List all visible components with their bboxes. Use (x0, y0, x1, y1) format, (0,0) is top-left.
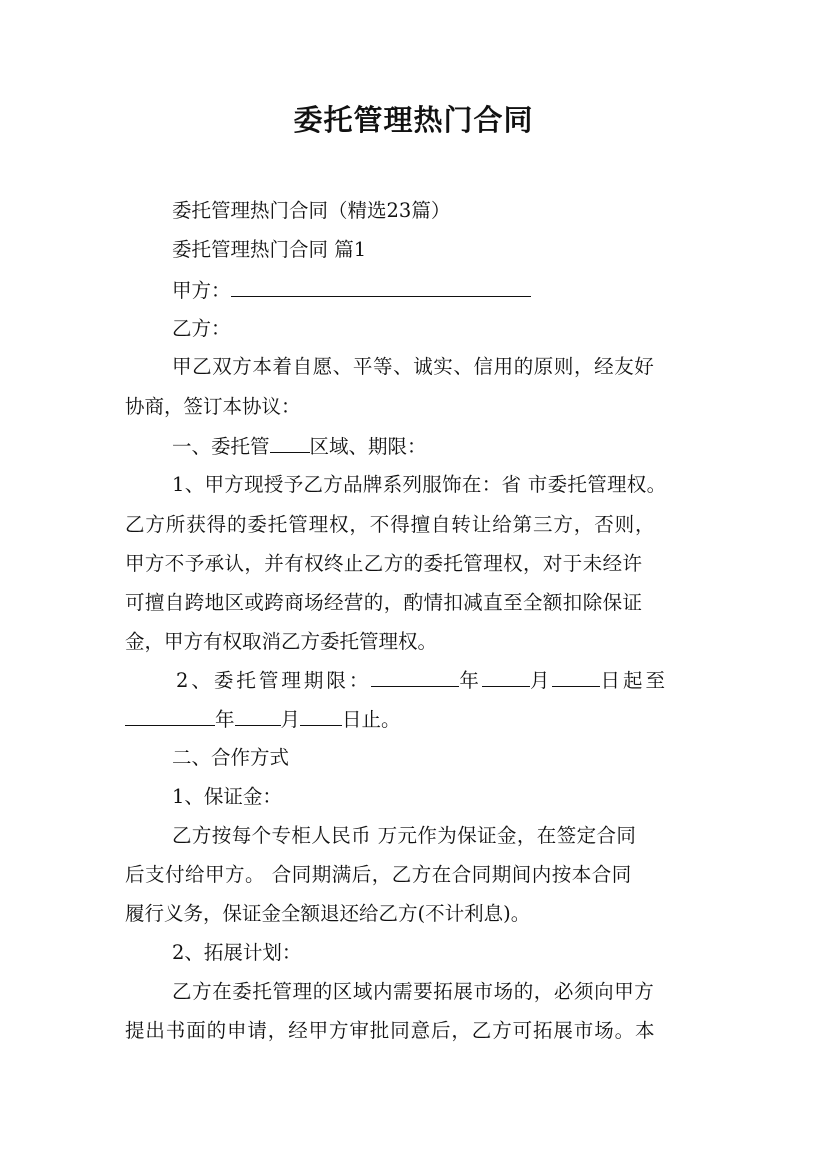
party-a-line (172, 276, 531, 304)
date-blank (235, 705, 281, 726)
paragraph-line: 可擅自跨地区或跨商场经营的，酌情扣减直至全额扣除保证 (125, 591, 643, 614)
date-blank (552, 666, 600, 687)
paragraph-line: 1、甲方现授予乙方品牌系列服饰在：省 市委托管理权。 (172, 473, 667, 496)
paragraph-line: 乙方按每个专柜人民币 万元作为保证金，在签定合同 (172, 824, 637, 847)
date-blank (300, 705, 342, 726)
paragraph-line: 提出书面的申请，经甲方审批同意后，乙方可拓展市场。本 (125, 1019, 656, 1042)
month-label: 月 (280, 708, 301, 731)
clause-blank (270, 432, 310, 453)
date-blank (125, 705, 215, 726)
paragraph-line: 乙方所获得的委托管理权，不得擅自转让给第三方，否则， (125, 513, 656, 536)
clause-heading (172, 432, 427, 460)
section-heading: 二、合作方式 (172, 746, 290, 769)
document-title: 委托管理热门合同 (293, 103, 534, 137)
party-a-label: 甲方： (172, 279, 231, 302)
day-end-label: 日止。 (342, 708, 401, 731)
day-start-label: 日起至 (600, 669, 668, 692)
paragraph-line: 履行义务，保证金全额退还给乙方(不计利息)。 (125, 902, 531, 925)
paragraph-line: 后支付给甲方。 合同期满后，乙方在合同期间内按本合同 (125, 863, 632, 886)
year-label: 年 (459, 669, 482, 692)
paragraph-line: 乙方在委托管理的区域内需要拓展市场的，必须向甲方 (172, 980, 655, 1003)
term-line (176, 666, 668, 694)
clause-heading-prefix: 一、委托管 (172, 435, 270, 458)
month-label: 月 (529, 669, 553, 692)
date-blank (482, 666, 530, 687)
year-label: 年 (215, 708, 235, 731)
date-blank (371, 666, 459, 687)
section-heading: 委托管理热门合同 篇1 (172, 238, 367, 261)
party-a-blank (231, 276, 531, 297)
clause-heading: 2、拓展计划： (172, 941, 302, 964)
paragraph-line: 甲乙双方本着自愿、平等、诚实、信用的原则，经友好 (172, 355, 655, 378)
paragraph-line: 甲方不予承认，并有权终止乙方的委托管理权，对于未经许 (125, 552, 643, 575)
party-b-line: 乙方： (172, 317, 231, 340)
paragraph-line: 金，甲方有权取消乙方委托管理权。 (125, 630, 438, 653)
paragraph-line: 协商，签订本协议： (125, 395, 301, 418)
subtitle-line: 委托管理热门合同（精选23篇） (172, 199, 451, 222)
clause-heading-suffix: 区域、期限： (309, 435, 427, 458)
term-line-2 (125, 705, 401, 733)
clause-heading: 1、保证金： (172, 785, 282, 808)
term-label: 2、委托管理期限： (176, 669, 372, 692)
